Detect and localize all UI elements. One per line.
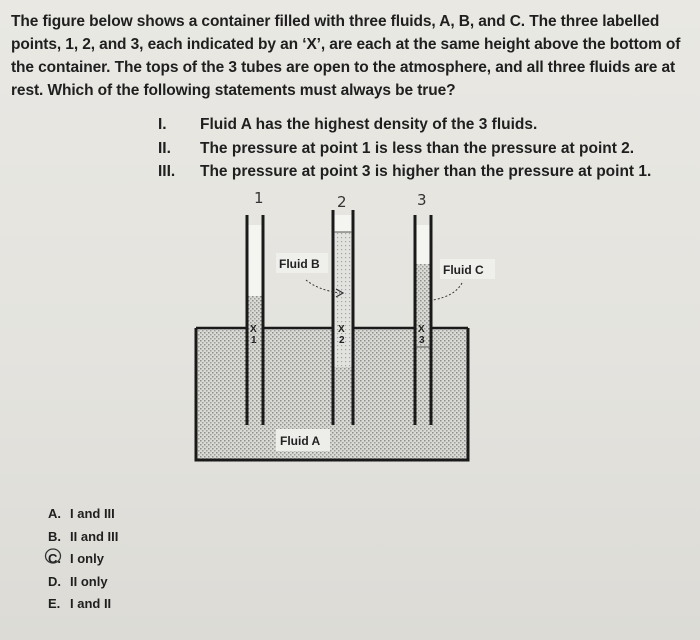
point-1-mark: X [250,324,257,335]
choice-letter: D. [48,573,61,589]
choice-text: II and III [70,528,119,544]
choice-letter: A. [48,506,61,521]
tube-3-fluid-a [416,347,430,425]
fluid-b-label: Fluid B [279,257,320,271]
point-3-mark: X [418,324,425,335]
choice-b[interactable] [48,526,118,549]
point-3-number: 3 [419,335,425,346]
tube-2-fluid-a [334,367,352,425]
tube-number-3: 3 [417,191,427,209]
choice-e[interactable] [48,593,118,616]
point-1-number: 1 [251,335,257,346]
statement-number: I. [158,116,167,133]
choice-d[interactable] [48,571,118,594]
fluid-c-pointer [433,283,462,300]
statement-number: III. [158,163,176,180]
choice-letter: E. [48,596,61,611]
choice-a[interactable] [48,503,118,526]
fluid-a-label: Fluid A [280,434,321,448]
choice-text: I and II [70,596,112,611]
tube-number-1: 1 [254,189,264,207]
point-2-mark: X [338,324,345,335]
choice-letter: B. [48,528,61,544]
tube-1-fluid [248,296,262,425]
choice-letter-circled [48,548,70,571]
statement-text: The pressure at point 3 is higher than the pressure at point 1. [200,163,652,180]
question-end: ? [446,82,456,99]
fluid-c-label: Fluid C [443,263,484,277]
answer-choices [48,503,118,616]
choice-text: I only [70,551,104,566]
point-2-number: 2 [339,335,345,346]
choice-text: II only [70,573,108,589]
statement-text: The pressure at point 1 is less than the pressure at point 2. [200,139,635,157]
choice-text: I and III [70,506,115,521]
tube-number-2: 2 [337,193,347,211]
question-emphasis: true [417,82,447,99]
choice-letter: C. [48,551,61,566]
statement-text: Fluid A has the highest density of the 3 fluids. [200,116,538,133]
question-intro: The figure below shows a container filled with three fluids, A, B, and C. The three labelled points, 1, 2, and 3, each indicated by an ‘X’, are each at the same height above the bottom of the container. The tops of the 3 tubes are open to the atmosphere, and all three fluids are at rest. Which of the following statements must always be [11,13,681,99]
tube-2-fluid-b [334,232,352,367]
choice-c[interactable] [48,548,118,571]
statement-number: II. [158,139,171,157]
circle-mark-icon [44,547,62,565]
